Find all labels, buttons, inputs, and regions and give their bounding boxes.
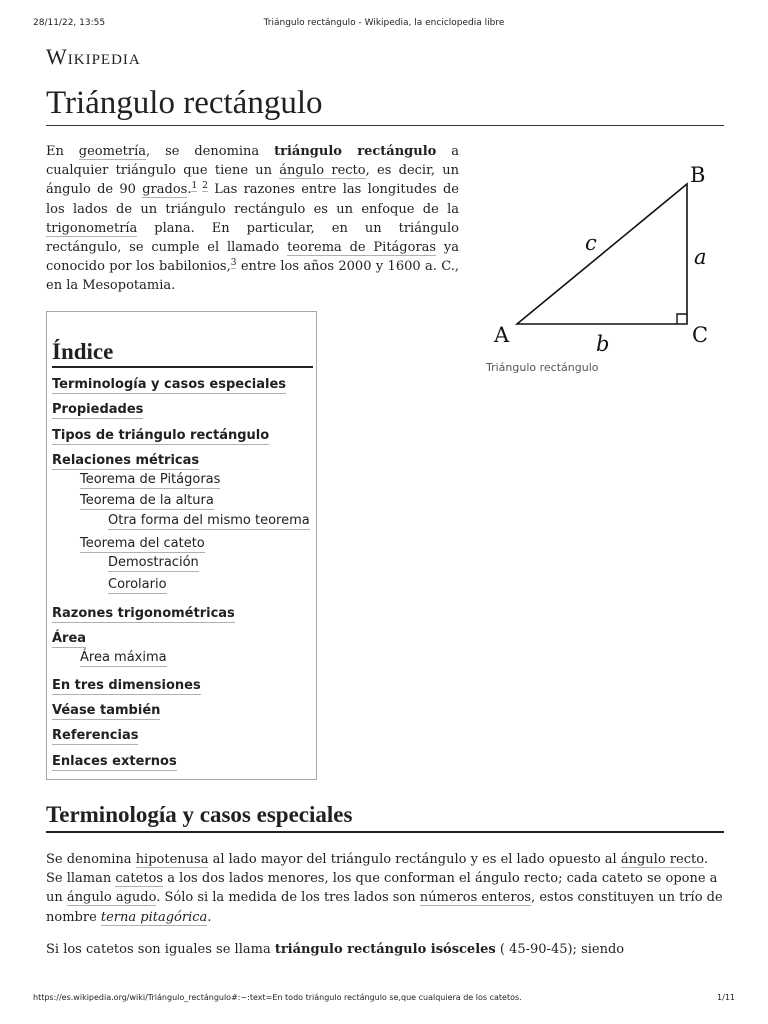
page-title: Triángulo rectángulo: [46, 82, 724, 126]
side-a-label: a: [694, 245, 707, 269]
toc-item[interactable]: Referencias: [52, 728, 139, 743]
toc-item[interactable]: Área: [52, 631, 87, 646]
print-datetime: 28/11/22, 13:55: [33, 18, 106, 28]
link-angulo-recto-2[interactable]: ángulo recto: [620, 852, 704, 867]
toc-subitem[interactable]: Teorema de Pitágoras: [80, 472, 221, 487]
bold-term: triángulo rectángulo: [274, 144, 437, 159]
link-teorema-pitagoras[interactable]: teorema de Pitágoras: [287, 240, 437, 256]
section-paragraph: Se denomina hipotenusa al lado mayor del triángulo rectángulo y es el lado opuesto al ángulo recto. Se llaman catetos a los dos lados menores, los que conforman el ángulo recto; cada cateto se opone a un ángulo agudo. Sólo si la medida de los tres lados son números enteros, estos constituyen un trío de nombre terna pitagórica.: [46, 852, 723, 925]
intro-paragraph: En geometría, se denomina triángulo rectángulo a cualquier triángulo que tiene un ángulo recto, es decir, un ángulo de 90 grados.$^{1 2}$ Las razones entre las longitudes de los lados de un triángulo rectángulo es un enfoque de la trigonometría plana. En particular, en un triángulo rectángulo, se cumple el llamado teorema de Pitágoras ya conocido por los babilonios,$^3$ entre los años 2000 y 1600 a. C., en la Mesopotamia.: [46, 144, 460, 294]
toc-subsubitem[interactable]: Corolario: [108, 577, 167, 592]
triangle-diagram: [482, 160, 732, 360]
triangle-figure: [482, 160, 732, 360]
bold-term-isosceles: triángulo rectángulo isósceles: [274, 942, 496, 957]
side-b-label: b: [596, 332, 610, 356]
vertex-c-label: C: [692, 323, 709, 347]
link-grados[interactable]: grados: [142, 182, 188, 198]
toc-item[interactable]: Véase también: [52, 703, 161, 718]
link-catetos[interactable]: catetos: [115, 871, 164, 887]
toc-subsubitem[interactable]: Demostración: [108, 555, 199, 570]
section-paragraph-2: Si los catetos son iguales se llama triángulo rectángulo isósceles ( 45-90-45); siendo: [46, 942, 625, 957]
table-of-contents: [46, 311, 317, 780]
ref-3[interactable]: 3: [230, 257, 237, 268]
toc-subitem[interactable]: Teorema del cateto: [80, 536, 205, 551]
section-heading-terminologia: Terminología y casos especiales: [46, 800, 724, 833]
toc-subsubitem[interactable]: Otra forma del mismo teorema: [108, 513, 310, 528]
toc-item[interactable]: Tipos de triángulo rectángulo: [52, 428, 270, 443]
link-numeros-enteros[interactable]: números enteros: [419, 890, 532, 906]
link-terna-pitagorica[interactable]: terna pitagórica: [100, 909, 208, 925]
figure-caption: Triángulo rectángulo: [486, 361, 599, 374]
link-angulo-agudo[interactable]: ángulo agudo: [66, 890, 157, 906]
print-page-number: 1/11: [717, 993, 735, 1002]
print-url: https://es.wikipedia.org/wiki/Triángulo_rectángulo#:~:text=En todo triángulo rectángulo se,que cualquiera de los catetos.: [33, 993, 522, 1002]
toc-subitem[interactable]: Teorema de la altura: [80, 493, 214, 508]
link-geometria[interactable]: geometría: [78, 144, 147, 159]
wikipedia-wordmark[interactable]: Wikipedia: [46, 44, 141, 69]
toc-item[interactable]: Terminología y casos especiales: [52, 377, 287, 392]
link-angulo-recto[interactable]: ángulo recto: [279, 163, 366, 179]
toc-item[interactable]: Relaciones métricas: [52, 453, 200, 468]
toc-item[interactable]: Razones trigonométricas: [52, 606, 235, 621]
side-c-label: c: [585, 231, 597, 255]
toc-subitem[interactable]: Área máxima: [80, 650, 167, 665]
toc-item[interactable]: En tres dimensiones: [52, 678, 201, 693]
toc-item[interactable]: Propiedades: [52, 402, 144, 417]
print-page-title: Triángulo rectángulo - Wikipedia, la enciclopedia libre: [263, 18, 505, 28]
toc-title: Índice: [52, 338, 313, 368]
toc-item[interactable]: Enlaces externos: [52, 754, 177, 769]
link-trigonometria[interactable]: trigonometría: [46, 220, 138, 236]
vertex-b-label: B: [690, 163, 706, 187]
ref-1[interactable]: 1: [191, 181, 198, 192]
vertex-a-label: A: [494, 323, 510, 347]
link-hipotenusa[interactable]: hipotenusa: [135, 852, 209, 867]
ref-2[interactable]: 2: [202, 181, 208, 192]
